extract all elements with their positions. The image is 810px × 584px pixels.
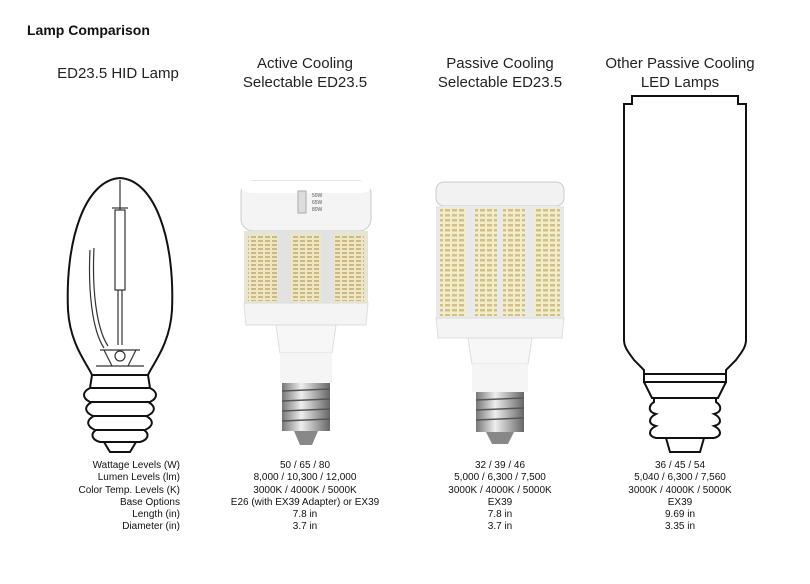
heading-line: Passive Cooling (446, 55, 554, 72)
spec-value: 3000K / 4000K / 5000K (448, 484, 552, 496)
heading-passive-cooling (415, 54, 585, 92)
spec-value: 5,000 / 6,300 / 7,500 (454, 472, 546, 484)
heading-line: ED23.5 HID Lamp (57, 65, 179, 82)
page-title: Lamp Comparison (27, 22, 150, 38)
spec-value: 7.8 in (487, 509, 513, 521)
spec-value: 8,000 / 10,300 / 12,000 (253, 472, 357, 484)
spec-value: 9.69 in (664, 509, 696, 521)
specs-other-passive (595, 460, 765, 534)
switch-label: 50W (312, 193, 323, 199)
spec-label: Color Temp. Levels (K) (78, 484, 180, 496)
heading-line: Selectable ED23.5 (242, 74, 368, 91)
spec-value: 3.7 in (292, 521, 318, 533)
passive-cooling-lamp-illustration (430, 178, 570, 448)
spec-value: EX39 (487, 496, 513, 508)
hid-lamp-illustration (60, 170, 180, 460)
heading-other-passive (590, 54, 770, 92)
heading-line: Selectable ED23.5 (437, 74, 563, 91)
spec-value: E26 (with EX39 Adapter) or EX39 (230, 496, 380, 508)
spec-value: 3000K / 4000K / 5000K (628, 484, 732, 496)
spec-label: Lumen Levels (lm) (97, 472, 180, 484)
switch-label: 80W (312, 207, 323, 213)
heading-line: LED Lamps (640, 74, 720, 91)
heading-hid-lamp (38, 64, 198, 83)
other-passive-lamp-outline (610, 92, 760, 460)
spec-value: 36 / 45 / 54 (654, 460, 706, 471)
spec-value: 3.7 in (487, 521, 513, 533)
spec-value: 5,040 / 6,300 / 7,560 (634, 472, 726, 484)
spec-label: Wattage Levels (W) (92, 460, 180, 471)
spec-value: 3000K / 4000K / 5000K (253, 484, 357, 496)
spec-labels (30, 460, 180, 534)
active-cooling-lamp-illustration (236, 175, 376, 455)
spec-value: 3.35 in (664, 521, 696, 533)
heading-active-cooling (220, 54, 390, 92)
spec-label: Diameter (in) (122, 521, 180, 533)
specs-passive-cooling (410, 460, 590, 534)
spec-value: EX39 (667, 496, 693, 508)
spec-label: Length (in) (132, 509, 180, 521)
spec-value: 32 / 39 / 46 (474, 460, 526, 471)
spec-label: Base Options (119, 496, 180, 508)
heading-line: Other Passive Cooling (605, 55, 755, 72)
spec-value: 7.8 in (292, 509, 318, 521)
specs-active-cooling (215, 460, 395, 534)
switch-label: 65W (312, 200, 323, 206)
spec-value: 50 / 65 / 80 (279, 460, 331, 471)
heading-line: Active Cooling (257, 55, 353, 72)
